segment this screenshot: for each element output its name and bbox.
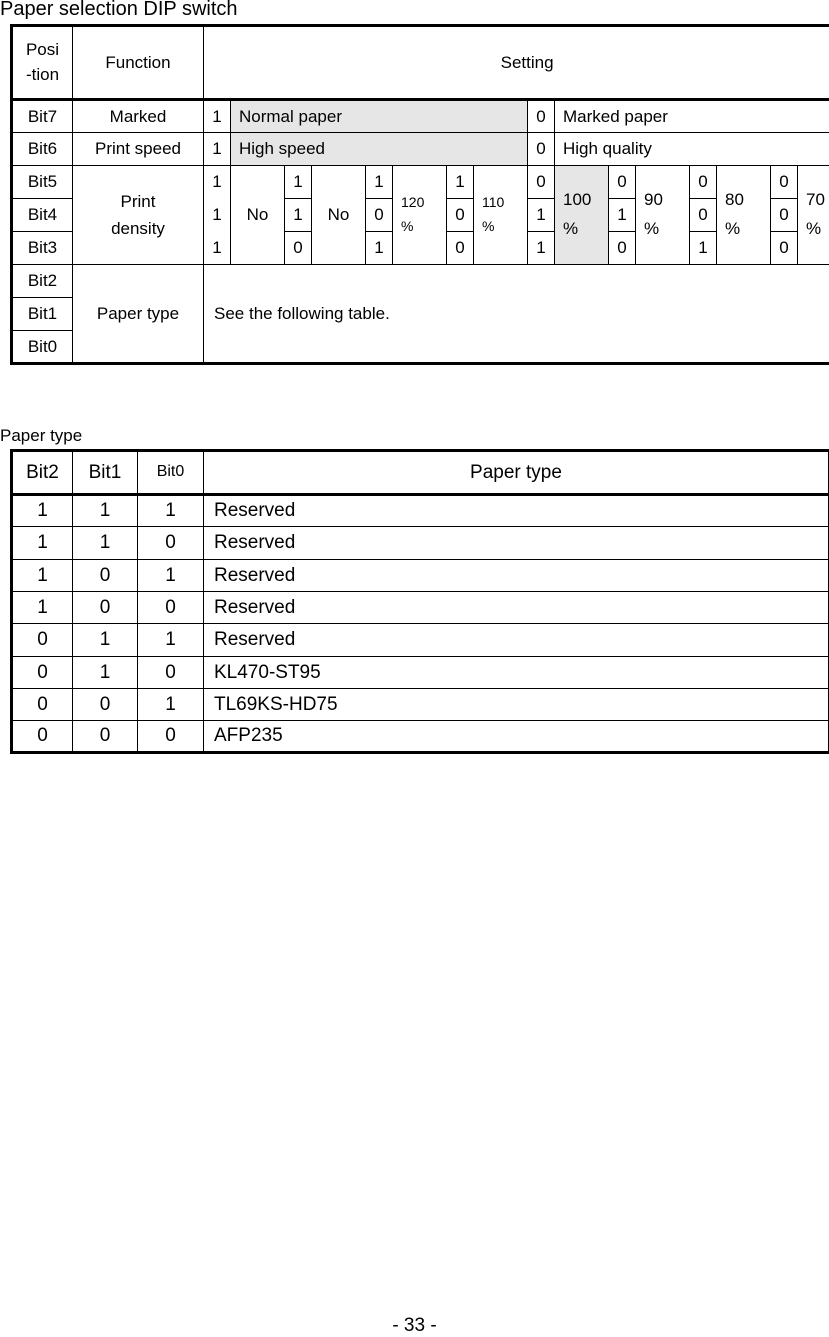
density-option: No [312,166,366,265]
density-option: 80 % [717,166,771,265]
bit-value: 0 [73,560,138,592]
paper-type-value: Reserved [204,495,829,527]
table-row [12,721,829,753]
bit-value: 1 [690,232,717,265]
bit-value: 1 [204,100,231,133]
bit-value: 1 [138,495,204,527]
bit-value: 0 [12,721,73,753]
paper-type-value: Reserved [204,624,829,657]
bit-value: 0 [447,232,474,265]
function-cell: Marked [73,100,204,133]
paper-type-value: Reserved [204,592,829,624]
bit-value: 1 [73,657,138,689]
bit-value: 0 [690,166,717,199]
paper-type-header: Paper type [204,451,829,495]
bit-label: Bit1 [12,298,73,331]
bit-value: 0 [12,624,73,657]
bit-value: 1 [285,199,312,232]
bit-value: 1 [12,527,73,560]
bit-value: 1 [366,166,393,199]
bit-value: 0 [528,133,555,166]
bit-value: 1 [609,199,636,232]
bit-value: 0 [138,527,204,560]
density-option: 70 % [798,166,829,265]
bit-value: 0 [73,721,138,753]
function-cell: Print speed [73,133,204,166]
bit-value: 1 [447,166,474,199]
bit-value: 0 [138,657,204,689]
bit-value: 1 [73,495,138,527]
bit-value: 0 [138,721,204,753]
table-row [12,624,829,657]
paper-type-value: KL470-ST95 [204,657,829,689]
bit1-header: Bit1 [73,451,138,495]
setting-option-default: Normal paper [231,100,528,133]
paper-type-value: AFP235 [204,721,829,753]
paper-type-value: Reserved [204,560,829,592]
bit-value: 0 [12,657,73,689]
table-row [12,657,829,689]
bit-label: Bit0 [12,331,73,364]
paper-type-value: Reserved [204,527,829,560]
bit-value: 0 [771,166,798,199]
bit-value: 0 [771,232,798,265]
setting-header: Setting [204,26,829,100]
density-option: 120 % [393,166,447,265]
density-option: 90 % [636,166,690,265]
bit-value: 1 [12,495,73,527]
bit-value: 1 [138,560,204,592]
bit0-header: Bit0 [138,451,204,495]
table-row [12,592,829,624]
bit-value: 0 [285,232,312,265]
bit-value: 1 [204,166,231,199]
dip-switch-title: Paper selection DIP switch [0,0,238,21]
bit-value: 0 [609,232,636,265]
bit-value: 1 [138,689,204,721]
bit-value: 1 [204,133,231,166]
setting-option: High quality [555,133,829,166]
paper-type-value: TL69KS-HD75 [204,689,829,721]
paper-type-table [10,449,829,754]
bit-value: 0 [73,689,138,721]
bit-label: Bit3 [12,232,73,265]
bit-value: 0 [528,166,555,199]
bit-label: Bit2 [12,265,73,298]
density-option: No [231,166,285,265]
bit-label: Bit6 [12,133,73,166]
bit-label: Bit5 [12,166,73,199]
bit-value: 0 [447,199,474,232]
bit-value: 0 [528,100,555,133]
bit-value: 1 [528,232,555,265]
bit-label: Bit4 [12,199,73,232]
bit-value: 1 [73,527,138,560]
dip-switch-table [10,24,829,365]
bit-value: 0 [12,689,73,721]
bit-value: 0 [138,592,204,624]
table-row [12,689,829,721]
table-row [12,560,829,592]
bit-value: 1 [73,624,138,657]
paper-type-title: Paper type [0,426,82,446]
bit-value: 0 [771,199,798,232]
bit-value: 1 [12,560,73,592]
paper-type-note: See the following table. [204,265,829,364]
page-number: - 33 - [0,1315,829,1337]
bit-value: 1 [138,624,204,657]
table-row [12,527,829,560]
bit-value: 1 [285,166,312,199]
bit-value: 1 [366,232,393,265]
density-option: 110 % [474,166,528,265]
bit-value: 1 [12,592,73,624]
density-option-default: 100 % [555,166,609,265]
position-header: Posi -tion [12,26,73,100]
bit-label: Bit7 [12,100,73,133]
bit-value: 1 [204,199,231,232]
bit-value: 1 [204,232,231,265]
function-cell: Paper type [73,265,204,364]
setting-option-default: High speed [231,133,528,166]
bit2-header: Bit2 [12,451,73,495]
bit-value: 0 [690,199,717,232]
bit-value: 0 [366,199,393,232]
bit-value: 1 [528,199,555,232]
bit-value: 0 [73,592,138,624]
bit-value: 0 [609,166,636,199]
function-header: Function [73,26,204,100]
setting-option: Marked paper [555,100,829,133]
table-row [12,495,829,527]
function-cell: Print density [73,166,204,265]
